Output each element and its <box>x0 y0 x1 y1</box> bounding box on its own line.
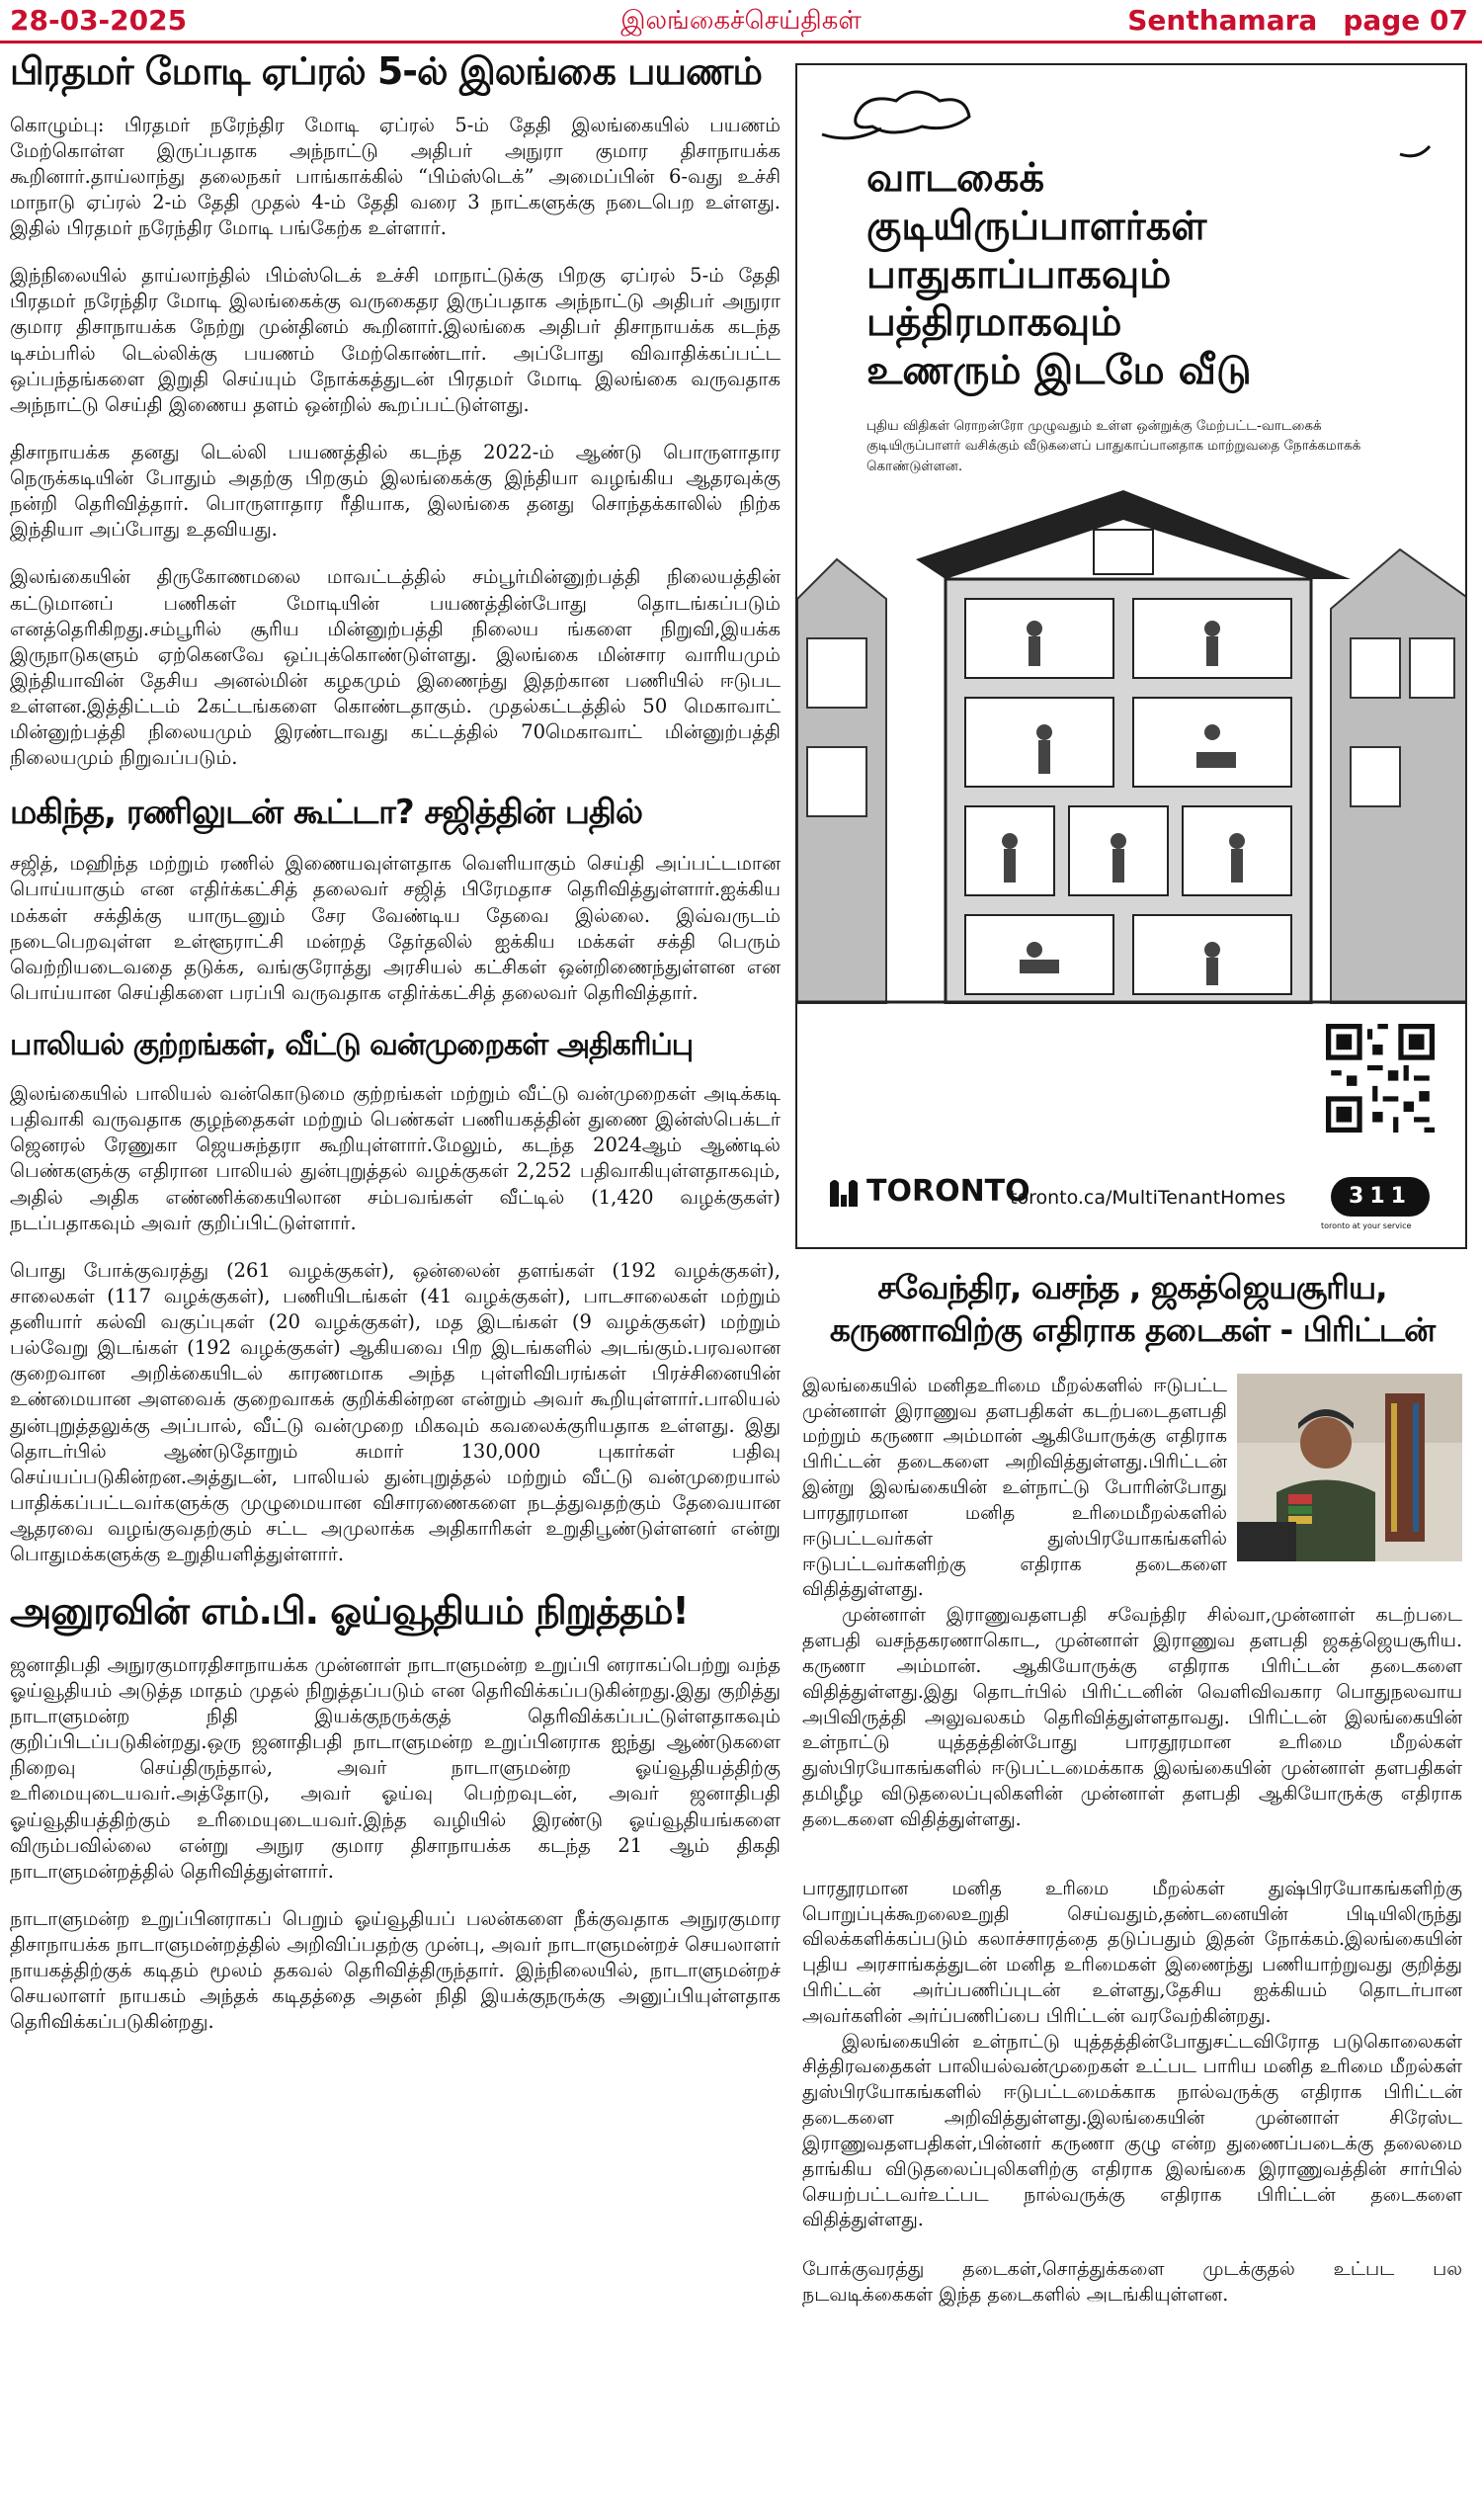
qr-code-icon[interactable] <box>1326 1024 1435 1133</box>
section-masthead: இலங்கைச்செய்திகள் <box>620 6 862 36</box>
article-paragraph: திசாநாயக்க தனது டெல்லி பயணத்தில் கடந்த 2022-ம் ஆண்டு பொருளாதார நெருக்கடியின் போதும் அதற்கு பிறகும் இலங்கைக்கு இந்தியா வழங்கிய ஆதரவுக்கு நன்றி தெரிவித்தார். பொருளாதார ரீதியாக, இலங்கை தனது சொந்தக்காலில் நிற்க இந்தியா அப்போது உதவியது. <box>10 440 781 542</box>
article-paragraph: சஜித், மஹிந்த மற்றும் ரணில் இணையவுள்ளதாக வெளியாகும் செய்தி அப்பட்டமான பொய்யாகும் என எதிர்க்கட்சித் தலைவர் சஜித் பிரேமதாச தெரிவித்துள்ளார்.ஐக்கிய மக்கள் சக்திக்கு யாருடனும் சேர வேண்டிய தேவை இல்லை. இவ்வருடம் நடைபெறவுள்ள உள்ளூராட்சி மன்றத் தேர்தலில் ஐக்கிய மக்கள் சக்தி பெரும் வெற்றியடைவதை தடுக்க, வங்குரோத்து அரசியல் கட்சிகள் ஒன்றிணைந்துள்ளன என பொய்யான செய்திகளை பரப்பி வருவதாக எதிர்க்கட்சித் தலைவர் தெரிவித்தார். <box>10 852 781 1004</box>
ad-headline-line: பாதுகாப்பாகவும் <box>866 251 1172 297</box>
article-paragraph: இலங்கையின் திருகோணமலை மாவட்டத்தில் சம்பூர்மின்னுற்பத்தி நிலையத்தின் கட்டுமானப் பணிகள் மோடியின் பயணத்தின்போது தொடங்கப்படும் எனத்தெரிகிறது.சம்பூரில் சூரிய மின்னுற்பத்தி நிலைய ங்களை நிறுவி,இயக்க இருநாடுகளும் ஏற்கெனவே ஒப்புக்கொண்டுள்ளது. இலங்கை மின்சார வாரியமும் இந்தியாவின் தேசிய அனல்மின் கழகமும் இணைந்து இதற்கான பணியில் ஈடுபட உள்ளன.இத்திட்டம் 2கட்டங்களை கொண்டதாகும். முதல்கட்டத்தில் 50 மெகாவாட் மின்னுற்பத்தி நிலையமும் இரண்டாவது கட்டத்தில் 70மெகாவாட் மின்னுற்பத்தி நிலையமும் நிறுவப்படும். <box>10 565 781 770</box>
article-headline: அனுரவின் எம்.பி. ஓய்வூதியம் நிறுத்தம்! <box>10 1589 689 1634</box>
right-article-headline: சவேந்திர, வசந்த , ஜகத்ஜெயசூரிய, கருணாவிற்கு எதிராக தடைகள் - பிரிட்டன் <box>829 1268 1436 1349</box>
publication-name: Senthamara <box>1127 4 1318 37</box>
article-sajith-reply <box>10 793 781 1006</box>
ad-headline-line: பத்திரமாகவும் <box>866 299 1122 346</box>
ad-headline-line: குடியிருப்பாளர்கள் <box>866 203 1207 249</box>
issue-date: 28-03-2025 <box>10 4 188 37</box>
badge-311-tagline: toronto at your service <box>1321 1221 1412 1230</box>
right-column <box>802 1267 1462 2328</box>
article-paragraph: இலங்கையின் உள்நாட்டு யுத்தத்தின்போதுசட்டவிரோத படுகொலைகள் சித்திரவதைகள் பாலியல்வன்முறைகள் உட்பட பாரிய மனித உரிமை மீறல்கள் துஸ்பிரயோகங்களில் ஈடுபட்டமைக்காக நால்வருக்கு எதிராக பிரிட்டன் தடைகளை அறிவித்துள்ளது.இலங்கையின் முன்னாள் சிரேஸ்ட இராணுவதளபதிகள்,பின்னர் கருணா குழு என்ற துணைப்படைக்கு தலைமை தாங்கிய விடுதலைப்புலிகளிற்கு எதிராக இலங்கை இராணுவத்தின் சார்பில் செயற்பட்டவர்உட்பட நால்வருக்கு எதிராக பிரிட்டன் தடைகளை விதித்துள்ளது. <box>802 2030 1462 2231</box>
left-column <box>10 49 781 2058</box>
article-headline: மகிந்த, ரணிலுடன் கூட்டா? சஜித்தின் பதில் <box>10 793 643 833</box>
article-violence-increase <box>10 1028 781 1567</box>
article-paragraph: ஜனாதிபதி அநுரகுமாரதிசாநாயக்க முன்னாள் நாடாளுமன்ற உறுப்பி னராகப்பெற்று வந்த ஓய்வூதியம் அடுத்த மாதம் முதல் நிறுத்தப்படும் என தெரிவிக்கப்படுகின்றது.இது குறித்து நாடாளுமன்ற நிதி இயக்குநருக்குத் தெரிவிக்கப்பட்டுள்ளதாகவும் குறிப்பிடப்படுகின்றது.ஒரு ஜனாதிபதி நாடாளுமன்ற உறுப்பினராக ஐந்து ஆண்டுகளை நிறைவு செய்திருந்தால், அவர் நாடாளுமன்ற ஓய்வூதியத்திற்கு உரிமையுடையவர்.அத்தோடு, அவர் ஓய்வு பெற்றவுடன், அவர் ஜனாதிபதி ஓய்வூதியத்திற்கும் உரிமையுடையவர்.இந்த வழியில் இரண்டு ஓய்வூதியங்களை விரும்பவில்லை என்று அநுர குமார திசாநாயக்க கடந்த 21 ஆம் திகதி நாடாளுமன்றத்தில் தெரிவித்துள்ளார். <box>10 1652 781 1883</box>
article-paragraph: போக்குவரத்து தடைகள்,சொத்துக்களை முடக்குதல் உட்பட பல நடவடிக்கைகள் இந்த தடைகளில் அடங்கியுள்ளன. <box>802 2258 1462 2307</box>
city-hall-icon <box>827 1175 861 1209</box>
ad-subtext: புதிய விதிகள் ரொறன்ரோ முழுவதும் உள்ள ஒன்றுக்கு மேற்பட்ட-வாடகைக் குடியிருப்பாளர் வசிக்கும் வீடுகளைப் பாதுகாப்பானதாக மாற்றுவதை நோக்கமாகக் கொண்டுள்ளன. <box>866 418 1361 474</box>
house-illustration-icon <box>797 490 1467 1004</box>
toronto-logo-text: TORONTO <box>866 1174 1030 1209</box>
article-modi-visit <box>10 49 781 771</box>
ad-headline-line: உணரும் இடமே வீடு <box>866 348 1252 394</box>
article-headline: பாலியல் குற்றங்கள், வீட்டு வன்முறைகள் அதிகரிப்பு <box>10 1028 694 1063</box>
article-paragraph: நாடாளுமன்ற உறுப்பினராகப் பெறும் ஓய்வூதியப் பலன்களை நீக்குவதாக அநுரகுமார திசாநாயக்க நாடாளுமன்றத்தில் அறிவிப்பதற்கு முன்பு, அவர் நாடாளுமன்றச் செயலாளர் நாயகத்திற்குக் கடிதம் மூலம் தகவல் தெரிவித்திருந்தார். இந்நிலையில், நாடாளுமன்றச் செயலாளர் நாயகம் அந்தக் கடிதத்தை அதன் நிதி இயக்குநருக்கு அனுப்பியுள்ளதாக தெரிவிக்கப்படுகின்றது. <box>10 1906 781 2034</box>
article-paragraph: இலங்கையில் பாலியல் வன்கொடுமை குற்றங்கள் மற்றும் வீட்டு வன்முறைகள் அடிக்கடி பதிவாகி வருவதாக குழந்தைகள் மற்றும் பெண்கள் பணியகத்தின் துணை இன்ஸ்பெக்டர் ஜெனரல் ரேணுகா ஜெயசுந்தரா கூறியுள்ளார்.மேலும், கடந்த 2024ஆம் ஆண்டில் பெண்களுக்கு எதிரான பாலியல் துன்புறுத்தல் வழக்குகள் 2,252 பதிவாகியுள்ளதாகவும், அதில் அதிக எண்ணிக்கையிலான சம்பவங்கள் வீட்டில் (1,420 வழக்குகள்) நடப்பதாகவும் அவர் குறிப்பிட்டுள்ளார். <box>10 1082 781 1234</box>
article-pension-stop <box>10 1589 781 2035</box>
ad-headline-line: வாடகைக் <box>866 155 1045 201</box>
article-paragraph: முன்னாள் இராணுவதளபதி சவேந்திர சில்வா,முன்னாள் கடற்படை தளபதி வசந்தகரணாகொட, முன்னாள் இராணுவ தளபதி ஜகத்ஜெயசூரிய. கருணா அம்மான். ஆகியோருக்கு எதிராக பிரிட்டன் தடைகளை விதித்துள்ளது.இது தொடர்பில் பிரிட்டனின் வெளிவிவகார பொதுநலவாய அபிவிருத்தி அலுவலகம் தெரிவித்துள்ளதாவது. பிரிட்டன் இலங்கையின் உள்நாட்டு யுத்தத்தின்போது பாரதூரமான உரிமை மீறல்கள் துஸ்பிரயோகங்களில் ஈடுபட்டமைக்காக இலங்கையின் முன்னாள் தளபதிகள் தமிழீழ விடுதலைப்புலிகளின் முன்னாள் தளபதி ஆகியோருக்கு எதிராக தடைகளை விதித்துள்ளது. <box>802 1604 1462 1830</box>
right-article-intro: இலங்கையில் மனிதஉரிமை மீறல்களில் ஈடுபட்ட முன்னாள் இராணுவ தளபதிகள் கடற்படைதளபதி மற்றும் கருணா அம்மான் ஆகியோருக்கு எதிராக பிரிட்டன் தடைகளை அறிவித்துள்ளது.பிரிட்டன் இன்று இலங்கையின் உள்நாட்டு போரின்போது பாரதூரமான மனித உரிமைமீறல்களில் ஈடுபட்டவர்கள் துஸ்பிரயோகங்களில் ஈடுபட்டவர்களிற்கு எதிராக தடைகளை விதித்துள்ளது. <box>802 1374 1227 1601</box>
publication-info <box>1102 4 1468 37</box>
article-paragraph: இந்நிலையில் தாய்லாந்தில் பிம்ஸ்டெக் உச்சி மாநாட்டுக்கு பிறகு ஏப்ரல் 5-ம் தேதி பிரதமர் நரேந்திர மோடி இலங்கைக்கு வருகைதர இருப்பதாக அந்நாட்டு அதிபர் அநுரா குமார திசாநாயக்க நேற்று முன்தினம் கூறினார்.இலங்கை அதிபர் திசாநாயக்க கடந்த டிசம்பரில் டெல்லிக்கு பயணம் மேற்கொண்டார். அப்போது விவாதிக்கப்பட்ட ஒப்பந்தங்களை இறுதி செய்யும் நோக்கத்துடன் பிரதமர் மோடி இலங்கை வருவதாக அந்நாட்டு செய்தி இணைய தளம் ஒன்றில் கூறப்பட்டுள்ளது. <box>10 264 781 416</box>
ad-url-link[interactable]: toronto.ca/MultiTenantHomes <box>1010 1187 1286 1209</box>
badge-311: 311 <box>1331 1177 1430 1217</box>
article-paragraph: பொது போக்குவரத்து (261 வழக்குகள்), ஒன்லைன் தளங்கள் (192 வழக்குகள்), சாலைகள் (117 வழக்குகள்), பணியிடங்கள் (41 வழக்குகள்), பாடசாலைகள் மற்றும் தனியார் கல்வி வகுப்புகள் (20 வழக்குகள்), மத இடங்கள் (9 வழக்குகள்) மற்றும் பல்வேறு இடங்கள் (192 வழக்குகள்) ஆகியவை பிற இடங்களில் அடங்கும்.பரவலான குறைவான அறிக்கையிடல் காரணமாக அந்த புள்ளிவிபரங்கள் பிரச்சினையின் உண்மையான அளவைக் குறைவாகக் குறிக்கின்றன என்றும் அவர் கூறியுள்ளார்.பாலியல் துன்புறுத்தலுக்கு அப்பால், வீட்டு வன்முறை மிகவும் கவலைக்குரியதாக உள்ளது. இது தொடர்பில் ஆண்டுதோறும் சுமார் 130,000 புகார்கள் பதிவு செய்யப்படுகின்றன.அத்துடன், பாலியல் துன்புறுத்தல் மற்றும் வீட்டு வன்முறையால் பாதிக்கப்பட்டவர்களுக்கு முழுமையான விசாரணைகளை நடத்துவதற்கும் தேவையான ஆதரவை வழங்குவதற்கும் சட்ட அமுலாக்க அதிகாரிகள் உறுதிபூண்டுள்ளனர் என்று பொதுமக்களுக்கு உறுதியளித்துள்ளார். <box>10 1258 781 1566</box>
ad-headline <box>866 154 1420 395</box>
article-paragraph: பாரதூரமான மனித உரிமை மீறல்கள் துஷ்பிரயோகங்களிற்கு பொறுப்புக்கூறலைஉறுதி செய்வதும்,தண்டனையின் பிடியிலிருந்து விலக்களிக்கப்படும் கலாச்சாரத்தை தடுப்பதும் இதன் நோக்கம்.இலங்கையின் புதிய அரசாங்கத்துடன் மனித உரிமைகள் இணைந்து பணியாற்றுவது குறித்து பிரிட்டன் அர்ப்பணிப்புடன் உள்ளது,தேசிய ஐக்கியம் தொடர்பான அவர்களின் அர்ப்பணிப்பை பிரிட்டன் வரவேற்கின்றது. <box>802 1877 1462 2027</box>
toronto-logo <box>827 1174 1030 1209</box>
toronto-advertisement[interactable] <box>795 63 1467 1249</box>
officer-photo <box>1237 1374 1462 1561</box>
page-header <box>0 0 1482 43</box>
article-headline: பிரதமர் மோடி ஏப்ரல் 5-ல் இலங்கை பயணம் <box>10 49 762 93</box>
article-paragraph: கொழும்பு: பிரதமர் நரேந்திர மோடி ஏப்ரல் 5-ம் தேதி இலங்கையில் பயணம் மேற்கொள்ள இருப்பதாக அந்நாட்டு அதிபர் அநுரா குமார திசாநாயக்க கூறினார்.தாய்லாந்து தலைநகர் பாங்காக்கில் “பிம்ஸ்டெக்” அமைப்பின் 6-வது உச்சி மாநாடு ஏப்ரல் 2-ம் தேதி முதல் 4-ம் தேதி வரை 3 நாட்களுக்கு நடைபெற உள்ளது. இதில் பிரதமர் நரேந்திர மோடி பங்கேற்க உள்ளார். <box>10 113 781 240</box>
page-number: page 07 <box>1343 4 1468 37</box>
